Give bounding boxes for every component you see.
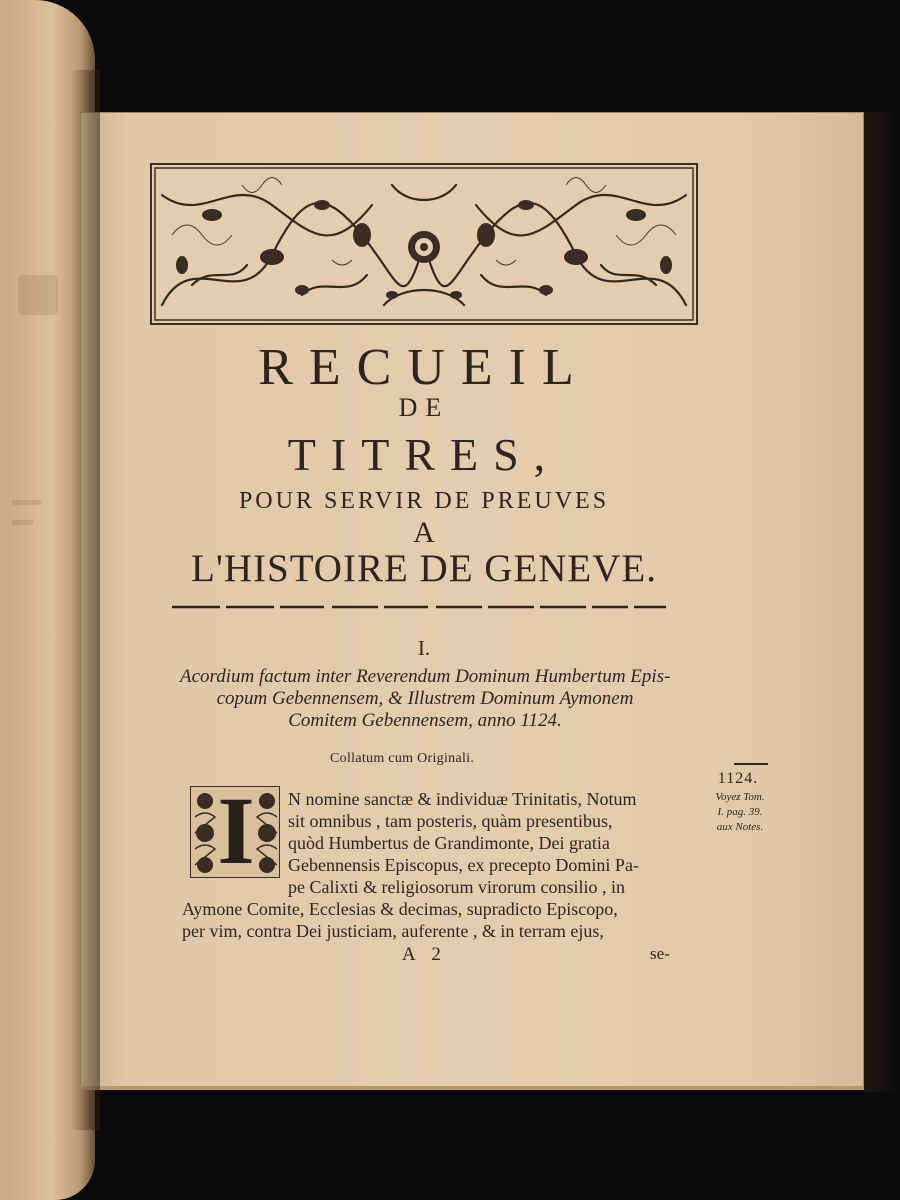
signature-mark: A 2 [402,944,447,965]
document-heading [180,666,670,732]
margin-note-line: aux Notes. [716,821,764,833]
margin-note-line: Voyez Tom. [715,791,765,803]
body-line: N nomine sanctæ & individuæ Trinitatis, Notum [288,789,637,809]
initial-letter: I [217,786,255,878]
body-line: pe Calixti & religiosorum virorum consilio , in [288,877,625,897]
body-line: per vim, contra Dei justiciam, auferente , & in terram ejus, [182,921,604,941]
margin-note-line: I. pag. 39. [717,806,763,818]
margin-rule [734,763,768,765]
heading-line: Acordium factum inter Reverendum Dominum Humbertum Epis- [180,666,671,687]
title-histoire: L'HISTOIRE DE GENEVE. [191,547,657,590]
body-line: sit omnibus , tam posteris, quàm presentibus, [288,811,613,831]
margin-note [708,790,772,835]
ornamental-headpiece [150,163,698,325]
decorative-rule [172,603,668,611]
title-a: A [413,516,435,549]
title-subtitle: POUR SERVIR DE PREUVES [238,488,610,514]
title-recueil: RECUEIL [258,339,590,396]
collation-note: Collatum cum Originali. [330,751,475,766]
foliage-ornament-icon [152,165,696,323]
page-shadow [864,112,900,1092]
body-line: quòd Humbertus de Grandimonte, Dei gratia [288,833,610,853]
title-de: DE [398,393,450,422]
section-numeral: I. [417,636,431,660]
catchword: se- [650,944,670,963]
page-edge [80,1086,864,1090]
body-line: Gebennensis Episcopus, ex precepto Domini Pa- [288,855,639,875]
decorated-initial [190,786,280,878]
gutter-shadow [70,70,100,1130]
margin-year: 1124. [717,770,759,787]
heading-line: Comitem Gebennensem, anno 1124. [288,710,562,731]
body-line: Aymone Comite, Ecclesias & decimas, supradicto Episcopo, [182,899,618,919]
title-titres: TITRES, [287,429,561,480]
heading-line: copum Gebennensem, & Illustrem Dominum Aymonem [216,688,634,709]
